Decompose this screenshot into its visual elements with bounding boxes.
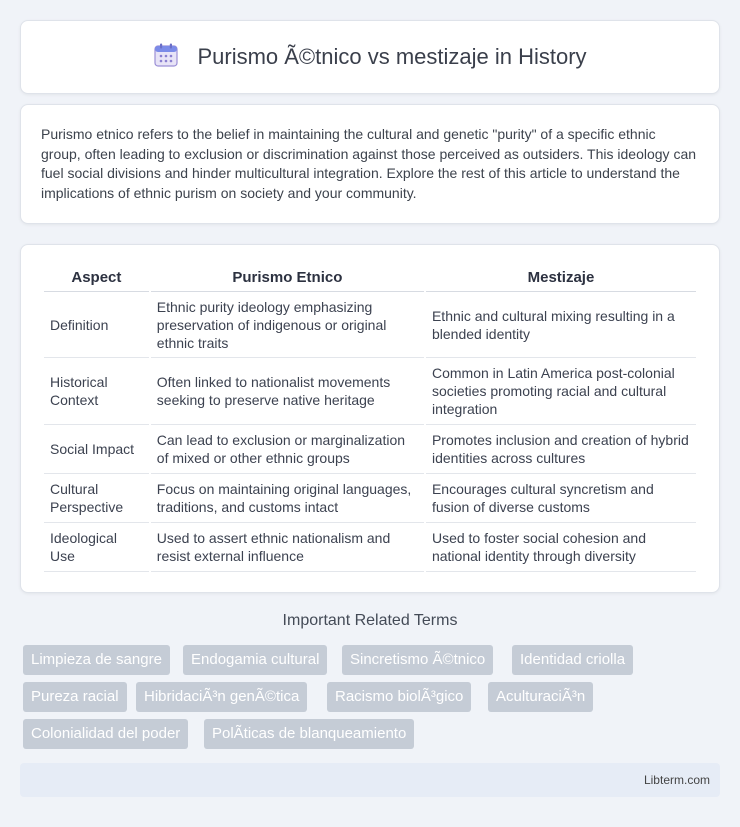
table-cell-mestizaje: Used to foster social cohesion and national identity through diversity <box>426 523 696 572</box>
related-term-tag[interactable]: Identidad criolla <box>512 645 633 675</box>
footer-brand-link[interactable]: Libterm.com <box>643 773 710 787</box>
footer <box>20 763 720 797</box>
table-cell-mestizaje: Ethnic and cultural mixing resulting in a blended identity <box>426 292 696 358</box>
table-row <box>44 474 696 523</box>
table-header-row <box>44 263 696 292</box>
comparison-table-card <box>20 244 720 593</box>
related-term-tag[interactable]: Sincretismo Ã©tnico <box>342 645 493 675</box>
related-term-tag[interactable]: Colonialidad del poder <box>23 719 188 749</box>
related-terms-title: Important Related Terms <box>282 612 458 629</box>
table-cell-mestizaje: Encourages cultural syncretism and fusion of diverse customs <box>426 474 696 523</box>
related-term-tag[interactable]: HibridaciÃ³n genÃ©tica <box>136 682 307 712</box>
calendar-icon <box>153 42 179 73</box>
table-cell-mestizaje: Promotes inclusion and creation of hybrid identities across cultures <box>426 425 696 474</box>
table-cell-aspect: Cultural Perspective <box>44 474 149 523</box>
table-cell-mestizaje: Common in Latin America post-colonial societies promoting racial and cultural integration <box>426 358 696 425</box>
column-header-aspect: Aspect <box>44 263 149 292</box>
column-header-purismo: Purismo Etnico <box>151 263 424 292</box>
table-cell-purismo: Focus on maintaining original languages, traditions, and customs intact <box>151 474 424 523</box>
table-row <box>44 523 696 572</box>
intro-card <box>20 104 720 224</box>
table-cell-purismo: Used to assert ethnic nationalism and resist external influence <box>151 523 424 572</box>
related-term-tag[interactable]: Racismo biolÃ³gico <box>327 682 471 712</box>
intro-paragraph: Purismo etnico refers to the belief in maintaining the cultural and genetic "purity" of a specific ethnic group, often leading to exclusion or discrimination against those perceived as outsiders. This ideology can fuel social divisions and hinder multicultural integration. Explore the rest of this article to understand the implications of ethnic purism on society and your community. <box>41 126 697 201</box>
table-cell-purismo: Can lead to exclusion or marginalization of mixed or other ethnic groups <box>151 425 424 474</box>
table-cell-purismo: Often linked to nationalist movements seeking to preserve native heritage <box>151 358 424 425</box>
table-cell-purismo: Ethnic purity ideology emphasizing preservation of indigenous or original ethnic traits <box>151 292 424 358</box>
related-term-tag[interactable]: Endogamia cultural <box>183 645 327 675</box>
table-cell-aspect: Historical Context <box>44 358 149 425</box>
related-term-tag[interactable]: Limpieza de sangre <box>23 645 170 675</box>
table-cell-aspect: Ideological Use <box>44 523 149 572</box>
related-term-tag[interactable]: AculturaciÃ³n <box>488 682 593 712</box>
table-cell-aspect: Social Impact <box>44 425 149 474</box>
table-row <box>44 292 696 358</box>
table-cell-aspect: Definition <box>44 292 149 358</box>
column-header-mestizaje: Mestizaje <box>426 263 696 292</box>
related-term-tag[interactable]: Pureza racial <box>23 682 127 712</box>
page-title: Purismo Ã©tnico vs mestizaje in History <box>197 44 587 69</box>
related-term-tag[interactable]: PolÃticas de blanqueamiento <box>204 719 414 749</box>
table-row <box>44 358 696 425</box>
header-card <box>20 20 720 94</box>
table-row <box>44 425 696 474</box>
comparison-table <box>42 263 698 572</box>
